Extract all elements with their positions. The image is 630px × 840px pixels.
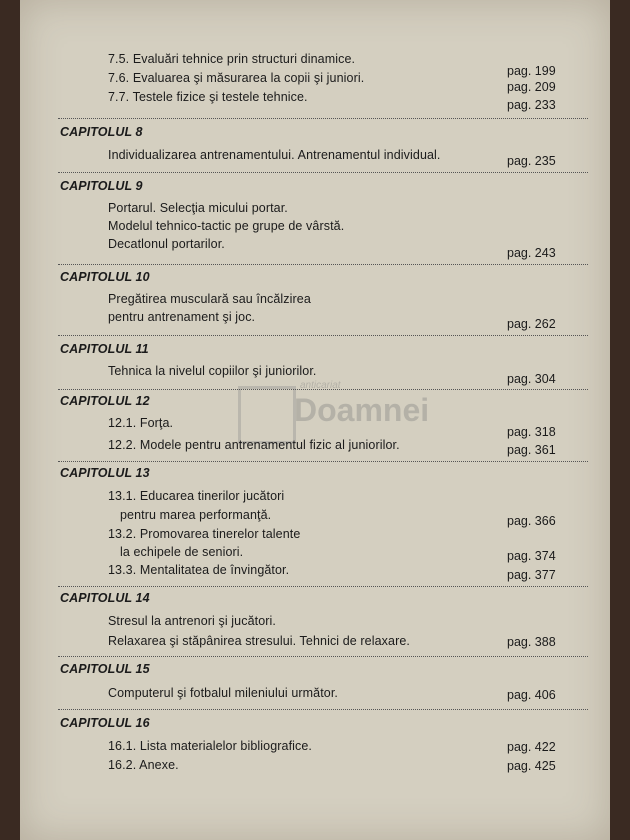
chapter-13-title: CAPITOLUL 13 [60,466,150,480]
chapter-16-line-2: 16.2. Anexe. [108,758,179,772]
divider [58,172,588,173]
toc-entry-7-7: 7.7. Testele fizice şi testele tehnice. [108,90,308,104]
chapter-9-line-1: Portarul. Selecţia micului portar. [108,201,288,215]
divider [58,264,588,265]
chapter-10-page: pag. 262 [507,317,556,331]
chapter-13-line-4: la echipele de seniori. [120,545,244,559]
divider [58,586,588,587]
chapter-11-line-1: Tehnica la nivelul copiilor şi juniorilor. [108,364,317,378]
chapter-14-page: pag. 388 [507,635,556,649]
chapter-15-line-1: Computerul şi fotbalul mileniului următor. [108,686,338,700]
divider [58,709,588,710]
toc-page-7-7: pag. 233 [507,98,556,112]
chapter-8-line-1: Individualizarea antrenamentului. Antrenamentul individual. [108,148,441,162]
divider [58,656,588,657]
chapter-10-title: CAPITOLUL 10 [60,270,150,284]
chapter-12-title: CAPITOLUL 12 [60,394,150,408]
chapter-11-page: pag. 304 [507,372,556,386]
chapter-12-page-2: pag. 361 [507,443,556,457]
chapter-13-line-1: 13.1. Educarea tinerilor jucători [108,489,285,503]
chapter-13-line-2: pentru marea performanţă. [120,508,272,522]
toc-entry-7-5: 7.5. Evaluări tehnice prin structuri dinamice. [108,52,356,66]
chapter-9-title: CAPITOLUL 9 [60,179,143,193]
chapter-14-title: CAPITOLUL 14 [60,591,150,605]
toc-entry-7-6: 7.6. Evaluarea şi măsurarea la copii şi juniori. [108,71,365,85]
watermark-big-text: Doamnei [294,392,430,428]
chapter-15-title: CAPITOLUL 15 [60,662,150,676]
divider [58,118,588,119]
chapter-10-line-1: Pregătirea musculară sau încălzirea [108,292,311,306]
watermark-frame [238,386,296,444]
toc-page-7-5: pag. 199 [507,64,556,78]
book-page [20,0,610,840]
chapter-12-line-1: 12.1. Forţa. [108,416,174,430]
chapter-14-line-2: Relaxarea şi stăpânirea stresului. Tehnici de relaxare. [108,634,410,648]
chapter-11-title: CAPITOLUL 11 [60,342,149,356]
chapter-16-page-1: pag. 422 [507,740,556,754]
chapter-14-line-1: Stresul la antrenori şi jucători. [108,614,276,628]
chapter-12-page-1: pag. 318 [507,425,556,439]
chapter-13-line-3: 13.2. Promovarea tinerelor talente [108,527,301,541]
chapter-16-line-1: 16.1. Lista materialelor bibliografice. [108,739,313,753]
chapter-13-page-3: pag. 377 [507,568,556,582]
chapter-13-page-1: pag. 366 [507,514,556,528]
chapter-12-line-2: 12.2. Modele pentru antrenamentul fizic al juniorilor. [108,438,400,452]
chapter-13-line-5: 13.3. Mentalitatea de învingător. [108,563,290,577]
chapter-15-page: pag. 406 [507,688,556,702]
chapter-9-line-3: Decatlonul portarilor. [108,237,225,251]
chapter-9-page: pag. 243 [507,246,556,260]
watermark-small-text: anticariat [300,380,341,391]
chapter-13-page-2: pag. 374 [507,549,556,563]
chapter-10-line-2: pentru antrenament şi joc. [108,310,256,324]
chapter-9-line-2: Modelul tehnico-tactic pe grupe de vârstă. [108,219,345,233]
divider [58,389,588,390]
chapter-16-page-2: pag. 425 [507,759,556,773]
chapter-8-title: CAPITOLUL 8 [60,125,143,139]
toc-page-7-6: pag. 209 [507,80,556,94]
divider [58,335,588,336]
divider [58,461,588,462]
chapter-16-title: CAPITOLUL 16 [60,716,150,730]
chapter-8-page: pag. 235 [507,154,556,168]
